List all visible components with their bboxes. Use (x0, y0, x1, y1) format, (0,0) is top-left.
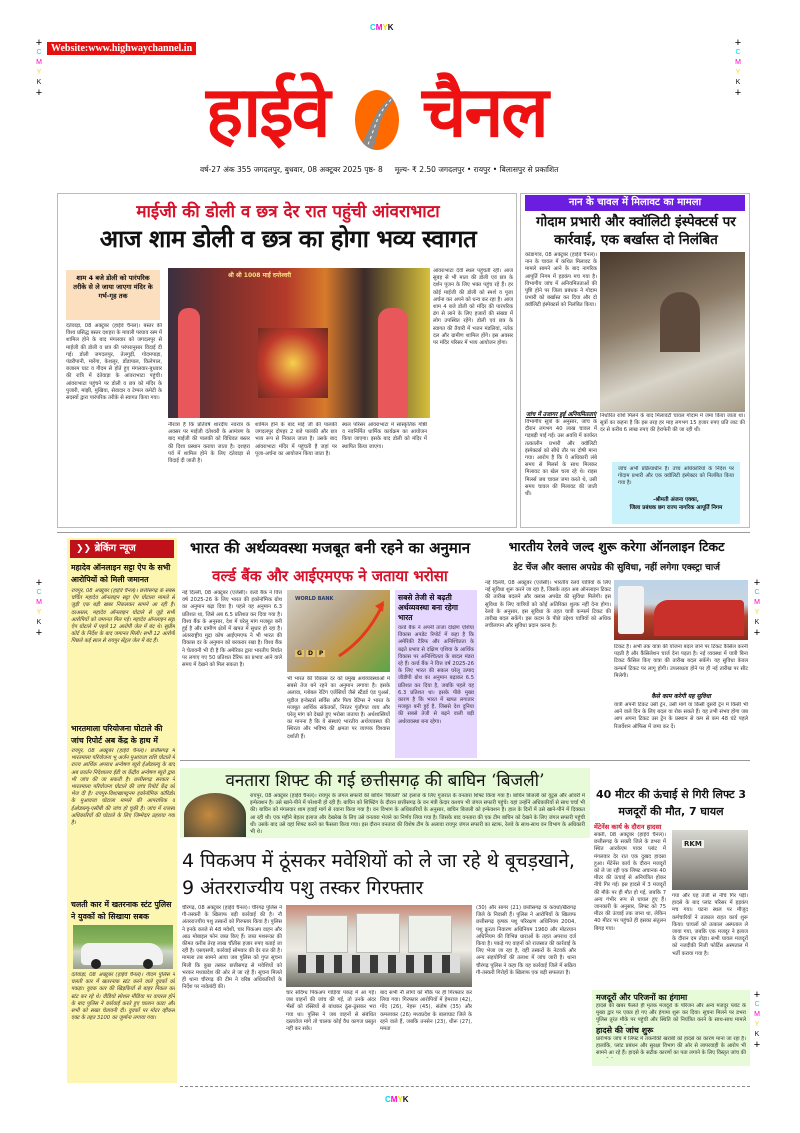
editions: जगदलपुर • रायपुर • बिलासपुर से प्रकाशित (438, 165, 559, 174)
lift-kicker: मेंटेनेंस कार्य के दौरान हादसा (594, 823, 662, 831)
lead-sidebar-heading: शाम 4 बजे डोली को पारंपरिक तरीके से ले जाया जाएगा मंदिर के गर्भ-गृह तक (73, 274, 153, 300)
mark-k: K (754, 1031, 760, 1038)
mark-m: M (36, 59, 42, 66)
crosshair-icon: + (35, 627, 43, 639)
cmyk-y: Y (382, 23, 388, 32)
quote-title: जिला प्रबंधक छग राज्य नागरिक आपूर्ति निगम (629, 505, 723, 511)
priest-figure-2 (378, 308, 408, 418)
gdp-blocks (295, 650, 325, 657)
website-url-badge[interactable]: Website:www.highwaychannel.in (47, 42, 196, 55)
tigress-photo (184, 793, 246, 837)
gdp-block-d: D (307, 650, 313, 657)
economy-col1-text: नई दिल्ली, 08 अक्टूबर (एजेंसी)। वर्ल्ड बैंक ने वित्त वर्ष 2025-26 के लिए भारत की इकोनॉमिक ग्रोथ का अनुमान बढ़ा दिया है। पहले यह अनुमान 6.3 प्रतिशत था, जिसे अब 6.5 प्रतिशत कर दिया गया है। विश्व बैंक के अनुसार, देश में घरेलू मांग मजबूत बनी हुई है और ग्रामीण क्षेत्रों में खपत में सुधार हो रहा है। अंतरराष्ट्रीय मुद्रा कोष आईएमएफ ने भी भारत की विकास दर के अनुमान को बरकरार रखा है। विश्व बैंक ने चेतावनी भी दी है कि अमेरिका द्वारा भारतीय निर्यात पर लगाए गए 50 प्रतिशत टैरिफ का प्रभाव आने वाले समय में देखने को मिल सकता है। (182, 590, 282, 669)
breaking-item-2-headline[interactable]: भारतमाला परियोजना घोटाले की जांच रिपोर्ट अब केंद्र के हाथ में (71, 724, 163, 745)
godown-headline[interactable]: गोदाम प्रभारी और क्वॉलिटी इंस्पेक्टर्स पर कार्रवाई, एक बर्खास्त दो निलंबित (536, 214, 736, 248)
economy-sidebox-text: वर्ल्ड बैंक ने अपनी ताजा दक्षिण एशिया विकास अपडेट रिपोर्ट में कहा है कि अमेरिकी टैरिफ और अनिश्चितता के बढ़ते प्रभाव से दक्षिण एशिया के आर्थिक विकास पर अनिश्चितता के बादल मंडरा रहे हैं। वर्ल्ड बैंक ने वित्त वर्ष 2025-26 के लिए भारत की सकल घरेलू उत्पाद जीडीपी ग्रोथ का अनुमान बढ़ाकर 6.5 प्रतिशत कर दिया है, जबकि पहले यह 6.3 प्रतिशत था। इसके पीछे मुख्य कारण है कि भारत में खपत लगातार मजबूत बनी हुई है, जिससे देश दुनिया की सबसे तेजी से बढ़ने वाली बड़ी अर्थव्यवस्था बना रहेगा। (398, 625, 474, 725)
double-chevron-icon: ❯❯ (76, 544, 92, 554)
cattle-headline[interactable]: 4 पिकअप में ठूंसकर मवेशियों को ले जा रहे थे बूचड़खाने, 9 अंतरराज्यीय पशु तस्कर गिरफ्तार (182, 850, 575, 899)
crosshair-icon: + (734, 37, 742, 49)
lead-sidebar-heading-box (66, 270, 160, 320)
registration-mark-right-bottom (752, 990, 762, 1050)
cmyk-mark-top (370, 23, 394, 32)
dateline (200, 165, 558, 175)
cmyk-mark-bottom (385, 1095, 409, 1104)
mark-c: C (36, 49, 42, 56)
arrested-row (298, 955, 460, 973)
crosshair-icon: + (734, 87, 742, 99)
car-wheel (91, 959, 101, 969)
mark-y: Y (735, 69, 741, 76)
economy-col2-text: भी भारत की विकास दर को प्रमुख अर्थव्यवस्थाओं में सबसे तेज बने रहने का अनुमान लगाया है। इसके अलावा, ग्लोबल रेटिंग एजेंसियों जैसे स्टैंडर्ड एंड पुअर्स, मूडीज इन्वेस्टर्स सर्विस और फिच रेटिंग्स ने भारत के मजबूत आर्थिक संकेतकों, निरंतर पूंजीगत व्यय और घरेलू मांग को देखते हुए भरोसा जताया है। अर्थशास्त्रियों का मानना है कि ये संस्थाएं भारतीय अर्थव्यवस्था की स्थिरता और भविष्य की क्षमता पर व्यापक विश्वास दर्शाती हैं। (287, 676, 390, 740)
godown-banner: नान के चावल में मिलावट का मामला (525, 195, 745, 211)
photo-banner-text: श्री श्री 1008 माईं दन्तेश्वरी (228, 272, 292, 279)
masthead-left: हाईवे (206, 71, 329, 153)
tigress-text: रायपुर, 08 अक्टूबर (हाईवे चैनल)। रायपुर के जंगल सफारी की बाघिन 'बिजली' को इलाज के लिए गुजरात के वनतारा शिफ्ट किया गया है। बाघिन बिजली को यूट्रस और ओवरी में इन्फेक्शन है। उसे खाने-पीने में परेशानी हो रही है। बाघिन को शिफ्टिंग के दौरान छत्तीसगढ़ के वन मंत्री केदार कश्यप भी जंगल सफारी पहुंचे। यहां उन्होंने अधिकारियों से साथ चर्चा भी की। बाघिन को मंगलवार शाम हवाई मार्ग से रवाना किया गया है। वन विभाग के अधिकारियों के अनुसार, बाघिन बिजली को इन्फेक्शन है। हाल के दिनों में उसे खाने-पीने में दिक्कत आ रही थी। एक महीने बेहतर इलाज और देखरेख के लिए उसे वनतारा भेजने का निर्णय लिया गया है। जिसके बाद वनतारा की एक टीम बाघिन को देखने के लिए जंगल सफारी पहुंची थी। उसके बाद उसे वहां शिफ्ट करने का फैसला किया गया। इस दौरान वनतारा की विशेष टीम के अलावा रायपुर जंगल सफारी का स्टाफ, रेलवे के साथ-साथ वन विभाग के अधिकारी भी थे। (250, 793, 585, 836)
breaking-item-3-text: दंतेवाड़ा, 08 अक्टूबर (हाईवे चैनल)। गीदम पुलिस ने चलती कार में खतरनाक स्टंट करने वाले युवकों को पकड़ा। युवक कार की खिड़कियों से बाहर निकल कर स्टंट कर रहे थे। वीडियो सोशल मीडिया पर वायरल होने के बाद पुलिस ने कार्रवाई करते हुए चालान काटा और सभी को सख्त चेतावनी दी। युवकों पर मोटर व्हीकल एक्ट के तहत 3100 का जुर्माना लगाया गया। (71, 972, 175, 1022)
mark-k: K (735, 79, 741, 86)
section-divider (180, 760, 750, 761)
mark-m: M (735, 59, 741, 66)
lift-subtext-1: हादसे की खबर फैलते ही मृतक मजदूरों के परिजन और अन्य मजदूर प्लांट के मुख्य द्वार पर एकत्र हो गए और हंगामा शुरू कर दिया। सूचना मिलने पर डभरा पुलिस तुरंत मौके पर पहुंची और स्थिति को नियंत्रित करने के साथ-साथ मामले (596, 1003, 746, 1024)
mark-c: C (735, 49, 741, 56)
cattle-col3-text: बाद सभी नौ लोगों को मौके पर ही गिरफ्तार कर लिया गया। गिरफ्तार आरोपियों में हेमराज (42), गोंद (26), नेहरू (45), संतोष (35) और कमलाकर (26) मध्यप्रदेश के बालाघाट जिले के रहने वाले हैं, जबकि तनसेन (23), धीरू (27), ममता (380, 990, 472, 1033)
car-wheel (143, 959, 153, 969)
lead-photo (168, 268, 430, 418)
crosshair-icon: + (753, 1039, 761, 1051)
lead-kicker[interactable]: माईजी की डोली व छत्र देर रात पहुंची आंवराभाटा (136, 202, 440, 222)
lift-subhead-2: हादसे की जांच शुरू (596, 1026, 654, 1035)
lead-col4-text: स्थल परिसर आंवराभाटा में सांस्कृतिक गोष्ठी व नवनिर्मित धार्मिक कार्यक्रम का आयोजन किया जाएगा। इसके बाद डोली को मंदिर में स्थापित किया जाएगा। (342, 422, 427, 450)
lead-col2-text: नौरात्रा है कि प्रतिवर्ष शारदीय नवरात्र के अवसर पर माईजी दंतेश्वरी के आमंत्रण के बाद माईजी की पालकी को विधिवत बस्तर की दिशा प्रस्थान कराया जाता है। दशहरा पर्व में शामिल होने के लिए दंतेवाड़ा से विदाई दी जाती है। (168, 422, 250, 465)
breaking-news-label-text: ब्रेकिंग न्यूज (94, 543, 136, 554)
mark-m: M (754, 1011, 760, 1018)
lift-subtext-2: प्रारंभिक जांच में लिफ्ट में तकनीकी खराबी को हादसे का कारण माना जा रहा है। हालांकि, प्लांट प्रबंधन और सुरक्षा विभाग की ओर से लापरवाही के आरोप भी सामने आ रहे हैं। हादसे के सटीक कारणों का पता लगाने के लिए विस्तृत जांच की (596, 1036, 746, 1057)
mark-m: M (754, 599, 760, 606)
crosshair-icon: + (753, 627, 761, 639)
godown-col1-text-2: विभागीय सूत्रों के अनुसार, जांच के दौरान लगभग 40 लाख चावल में गड़बड़ी पाई गई। उस अवधि में कार्यरत तत्कालीन प्रभारी और क्वॉलिटी इंस्पेक्टर्स को सीधे तौर पर दोषी माना गया। आरोप है कि ये अधिकारी लंबे समय से मिलर्स के साथ मिलकर मिलावट का खेल चला रहे थे। राइस मिलर्स जब चावल जमा करते थे, उसी समय चावल की मिलावट की जाती थी। (525, 419, 597, 498)
train-engine (654, 600, 744, 636)
cattle-col1-text: चौरंगढ़, 08 अक्टूबर (हाईवे चैनल)। चौरंगढ़ पुलिस ने गौ-तस्करी के खिलाफ बड़ी कार्रवाई की है। नौ अंतरराज्यीय पशु तस्करों को गिरफ्तार किया है। पुलिस ने इनके कब्जे से 48 मवेशी, चार पिकअप वाहन और आठ मोबाइल फोन जब्त किए हैं। जब्त मशरूका की कीमत करीब तेरह लाख चौंतीस हजार रुपए बताई जा रही है। एसएसपी, कार्रवाई सोमवार की देर रात की है। मामला तब सामने आया जब पुलिस को गुप्त सूचना मिली कि कुछ तस्कर छत्तीसगढ़ से मवेशियों को भरकर मध्यप्रदेश की ओर ले जा रहे हैं। सूचना मिलते ही थाना चौरंगढ़ की टीम ने वरिष्ठ अधिकारियों के निर्देश पर नाकेबंदी की। (182, 905, 282, 991)
road-circle-icon (355, 90, 399, 150)
railway-headline[interactable]: भारतीय रेलवे जल्द शुरू करेगा ऑनलाइन टिकट (508, 539, 725, 554)
breaking-news-label (70, 540, 174, 558)
world-bank-label: WORLD BANK (295, 596, 334, 602)
mark-k: K (36, 79, 42, 86)
cmyk-m: M (375, 23, 383, 32)
cattle-col2-text: चार संदिग्ध पिकअप गाड़ियां पकड़ में आ गईं। जब वाहनों की जांच की गई, तो उनके अंदर भैंसों को रस्सियों से बांधकर ठूंस-ठूंसकर भरा गया था। पुलिस ने जब वाहनों से संबंधित दस्तावेज मांगे तो चालक कोई वैध कागज प्रस्तुत नहीं कर सके। (286, 990, 376, 1033)
deity-palanquin (258, 328, 328, 398)
lift-sidebar-box (592, 990, 750, 1066)
railway-col1-text: नई दिल्ली, 08 अक्टूबर (एजेंसी)। भारतीय रेलवे यात्रियों के लिए नई सुविधा शुरू करने जा रहा है, जिसके तहत अब ऑनलाइन टिकट की तारीख बदलने और क्लास अपग्रेड की सुविधा मिलेगी। इस सुविधा के लिए यात्रियों को कोई अतिरिक्त शुल्क नहीं देना होगा। रेलवे के अनुसार, इस सुविधा के तहत यात्री कन्फर्म टिकट की तारीख बदल सकेंगे। इस कदम के पीछे उद्देश्य यात्रियों को अधिक लचीलापन और सुविधा प्रदान करना है। (485, 580, 611, 630)
pickup-truck-1 (306, 915, 348, 953)
economy-sidebox-heading: सबसे तेजी से बढ़ती अर्थव्यवस्था बना रहेगा भारत (398, 593, 458, 622)
dateline-text: वर्ष-27 अंक 355 जगदलपुर, बुधवार, 08 अक्टूबर 2025 पृष्ठ- 8 (200, 165, 383, 174)
train-photo (614, 580, 748, 640)
economy-sidebox (395, 590, 477, 758)
lift-plant-photo (672, 830, 748, 890)
mark-k: K (36, 619, 42, 626)
cmyk-c: C (385, 1095, 391, 1104)
crosshair-icon: + (35, 87, 43, 99)
godown-col1-text: कोंडागांव, 08 अक्टूबर (हाईवे चैनल)। नान के चावल में कथित मिलावट के मामले सामने आने के बाद नागरिक आपूर्ति निगम में हड़कंप मच गया है। विभागीय जांच में अनियमितताओं की पुष्टि होने पर जिला प्रबंधक ने गोदाम प्रभारी को बर्खास्त कर दिया और दो क्वॉलिटी इंस्पेक्टर्स को निलंबित किया। (525, 252, 597, 309)
quote-text: जांच अभी प्रक्रियाधीन है। उच्च अधिकारियों के निर्देश पर गोदाम प्रभारी और एक क्वॉलिटी इंस्पेक्टर को निलंबित किया गया है। (618, 466, 734, 487)
mark-c: C (754, 1001, 760, 1008)
registration-mark-left-top (34, 38, 44, 98)
lead-headline[interactable]: आज शाम डोली व छत्र का होगा भव्य स्वागत (99, 225, 477, 253)
mark-y: Y (754, 1021, 760, 1028)
crosshair-icon: + (753, 577, 761, 589)
mark-c: C (36, 589, 42, 596)
godown-subhead: जांच में उजागर हुई अनियमितताएं (525, 412, 597, 418)
lift-col1-text: सक्ती, 08 अक्टूबर (हाईवे चैनल)। छत्तीसगढ़ के सक्ती जिले के डभरा में स्थित आरकेएम पावर प्लांट में मंगलवार देर रात एक दुखद हादसा हुआ। मेंटेनेंस कार्य के दौरान मजदूरों को ले जा रही एक लिफ्ट अचानक 40 मीटर की ऊंचाई से अनियंत्रित होकर नीचे गिर गई। इस हादसे में 3 मजदूरों की मौके पर ही मौत हो गई, जबकि 7 अन्य गंभीर रूप से घायल हुए हैं। जानकारी के अनुसार, लिफ्ट को 75 मीटर की ऊंचाई तक जाना था, लेकिन 40 मीटर पर पहुंचते ही इसका संतुलन बिगड़ गया। (594, 832, 666, 932)
economy-subheadline[interactable]: वर्ल्ड बैंक और आईएमएफ ने जताया भरोसा (212, 567, 448, 585)
masthead-right: चैनल (422, 71, 547, 153)
pickup-truck-2 (356, 913, 400, 953)
stunt-car-photo (73, 925, 173, 969)
bottom-dashed-rule (180, 1086, 750, 1087)
quote-author: -श्रीमती अंजना एक्का, (653, 497, 699, 503)
registration-mark-left-mid (34, 578, 44, 638)
fold-divider (57, 532, 750, 533)
breaking-item-1-headline[interactable]: महादेव ऑनलाइन सट्टा ऐप के सभी आरोपियों को मिली जमानत (71, 563, 171, 584)
lift-headline[interactable]: 40 मीटर की ऊंचाई से गिरी लिफ्ट 3 मजदूरों की मौत, 7 घायल (595, 788, 747, 818)
mark-y: Y (36, 69, 42, 76)
mark-y: Y (754, 609, 760, 616)
lead-col3-text: शामिल होने के बाद माई जी की पालकी जगदलपुर दोपहर 2 बजे पालकी और छत्र भव्य रूप से निकाल जाता है। उसके बाद आंवराभाटा मंदिर में पहुंचती है जहां पर पूजा-अर्चना का आयोजन किया जाता है। (255, 422, 337, 457)
mark-k: K (754, 619, 760, 626)
officer-figure (660, 292, 700, 352)
mark-m: M (36, 599, 42, 606)
mark-y: Y (36, 609, 42, 616)
price: मूल्य- ₹ 2.50 (394, 165, 436, 174)
crosshair-icon: + (35, 577, 43, 589)
breaking-item-3-headline[interactable]: चलती कार में खतरनाक स्टंट पुलिस ने युवकों को सिखाया सबक (71, 900, 172, 921)
mark-c: C (754, 589, 760, 596)
gdp-block-p: P (318, 650, 324, 657)
godown-quote-box (612, 462, 740, 524)
godown-photo (600, 252, 745, 412)
breaking-item-1-text: रायपुर, 08 अक्टूबर (हाईवे चैनल)। छत्तीसगढ़ के सबसे चर्चित महादेव ऑनलाइन सट्टा ऐप घोटाला मामले से जुड़ी एक बड़ी खबर निकलकर सामने आ रही है। दरअसल, महादेव ऑनलाइन घोटाले से जुड़े सभी आरोपियों को जमानत मिल गई। महादेव ऑनलाइन सट्टा ऐप घोटाले में पहले 12 आरोपी जेल में बंद थे। सुप्रीम कोर्ट के निर्देश के बाद जमानत मिली। सभी 12 आरोपी पिछले कई साल से रायपुर सेंट्रल जेल में बंद हैं। (71, 588, 175, 645)
registration-mark-right-mid (752, 578, 762, 638)
railway-subheadline[interactable]: डेट चेंज और क्लास अपग्रेड की सुविधा, नहीं लगेगा एक्स्ट्रा चार्ज (513, 563, 720, 573)
cattle-arrest-photo (286, 905, 472, 987)
railway-subhead: कैसे काम करेगी यह सुविधा (651, 693, 711, 700)
pickup-truck-3 (408, 915, 452, 953)
registration-mark-right (733, 38, 743, 98)
cmyk-y: Y (397, 1095, 403, 1104)
lift-subhead-1: मजदूरों और परिजनों का हंगामा (596, 993, 688, 1002)
lead-col1-text: दंतेवाड़ा, 08 अक्टूबर (हाईवे चैनल)। बस्तर की विश्व प्रसिद्ध बस्तर दशहरा के मावली परघाव रस्म में शामिल होने के बाद मंगलवार को जगदलपुर से माईजी की डोली व छत्र की परंपरानुसार विदाई दी गई। डोली जगदलपुर, तेलगुड़ी, गोदमपाड़ा, पंडरीपानी, मारेंगा, केशलूर, डोंडापाल, किलेपाल, बजारम घाट व गीदम से होते हुए मंगलवार-बुधवार की रात्रि में दंतेवाड़ा के आंवराभाटा पहुंची। आंवराभाटा पहुंचने पर डोली व छत्र को मंदिर के पुजारी, मांझी, मुखिया, सेवादार व टेम्पल कमेटी के सदस्यों द्वारा पारंपरिक तरीके से स्वागत किया गया। (66, 323, 162, 402)
cmyk-k: K (402, 1095, 409, 1104)
rkm-sign: RKM (684, 840, 702, 848)
lead-col5-text: आंवराभाटा देवी स्थल पहुंचती रही। आज सुबह से भी माता की डोली एवं छत्र के दर्शन पूजन के लिए भक्त पहुंच रहे हैं। हर कोई माईजी की डोली को स्पर्श व पूजा अर्चना कर अपने को धन्य कर रहा है। आज शाम 4 बजे डोली को मंदिर की पारंपरिक ढंग से लाने के लिए हजारों की संख्या में लोग उपस्थित रहेंगे। डोली एवं छत्र के स्वागत की तैयारी में भजन मंडलियां, नर्तक दल और ग्रामीण शामिल होंगे। इस अवसर पर मंदिर परिसर में भव्य आयोजन होगा। (433, 268, 513, 347)
tigress-headline[interactable]: वनतारा शिफ्ट की गई छत्तीसगढ़ की बाघिन ‘बिजली’ (225, 771, 545, 791)
road-graphic (355, 90, 399, 150)
railway-col2-text-2: यात्री अपनी टिकट उसी ट्रेन, उसी मार्ग या किसी दूसरी ट्रेन में किसी भी आने वाले दिन के लिए बदल या रोक सकते हैं। यह तभी संभव होगा जब आप अपना टिकट उस ट्रेन के प्रस्थान से कम से कम 48 घंटे पहले रिजर्वेशन ऑफिस में जमा कर दें। (614, 702, 748, 730)
railway-col2-text: टिकट है। अभी तक यात्रा की योजना बदल जाने पर टिकट कैंसिल करनी पड़ती है और कैंसिलेशन चार्ज देना पड़ता है। नई व्यवस्था में यात्री बिना टिकट कैंसिल किए यात्रा की तारीख बदल सकेंगे। यह सुविधा केवल कन्फर्म टिकट पर लागू होगी। उपलब्धता होने पर ही नई तारीख पर सीट मिलेगी। (614, 644, 748, 679)
cmyk-c: C (370, 23, 376, 32)
cmyk-m: M (390, 1095, 398, 1104)
priest-figure-1 (178, 308, 200, 418)
economy-photo (287, 590, 390, 672)
cmyk-k: K (387, 23, 394, 32)
lift-col2-text: गया और यह तेजी से नीचे गिर पड़ी। हादसे के बाद प्लांट परिसर में हड़कंप मच गया। घटना स्थल पर मौजूद कर्मचारियों ने तत्काल राहत कार्य शुरू किया। घायलों को तत्काल अस्पताल ले जाया गया, जबकि एक मजदूर ने इलाज के दौरान दम तोड़ा। सभी घायल मजदूरों को नजदीकी निजी फोर्टिस अस्पताल में भर्ती कराया गया है। (672, 893, 748, 957)
growth-arrow-icon (337, 598, 387, 658)
gdp-block-g: G (297, 650, 302, 657)
godown-col2-text: निर्धारित राशि मिलने के बाद मिलावटी चावल गोदाम में जमा किया जाता था। सूत्रों का कहना है कि इस तरह हर माह लगभग 15 हजार रुपए प्रति लाट की दर से करीब 6 लाख रुपए की हेराफेरी की जा रही थी। (600, 413, 745, 434)
crosshair-icon: + (35, 37, 43, 49)
crosshair-icon: + (753, 989, 761, 1001)
phone-mockup (618, 586, 644, 634)
economy-headline[interactable]: भारत की अर्थव्यवस्था मजबूत बनी रहने का अनुमान (189, 539, 471, 557)
cattle-col4-text: (30) और सागर (21) छत्तीसगढ़ के कवर्धा/खैरागढ़ जिले के निवासी हैं। पुलिस ने आरोपियों के खिलाफ छत्तीसगढ़ कृषक पशु परिरक्षण अधिनियम 2004, पशु क्रूरता निवारण अधिनियम 1960 और मोटरयान अधिनियम की विभिन्न धाराओं के तहत अपराध दर्ज किया है। पकड़े गए वाहनों को राजसात की कार्रवाई के लिए भेजा जा रहा है, वहीं तस्करों के नेटवर्क और अन्य सहयोगियों की तलाश में जांच जारी है। थाना चौरंगढ़ पुलिस ने कहा कि यह कार्रवाई जिले में सक्रिय गौ-तस्करी गिरोहों के खिलाफ एक बड़ी सफलता है। (476, 905, 576, 976)
breaking-item-2-text: रायपुर, 08 अक्टूबर (हाईवे चैनल)। छत्तीसगढ़ में भारतमाला परियोजना भू अर्जन मुआवजा राशि घोटाले में राज्य आर्थिक अपराध अन्वेषण ब्यूरो ईओडब्ल्यू के बाद अब प्रवर्तन निदेशालय ईडी या केंद्रीय अन्वेषण ब्यूरो द्वारा भी जांच की जा सकती है। छत्तीसगढ़ सरकार ने भारतमाला परियोजना घोटाले की जांच रिपोर्ट केंद्र को भेज दी है। रायपुर-विशाखापट्टनम इकोनॉमिक कॉरिडोर के मुआवजा घोटाला मामले की आपराधिक व ईओडब्ल्यू-एसीबी की जांच हो चुकी है। जांच में राजस्व अधिकारियों की घोटाले के लिए जिम्मेदार ठहराया गया है। (71, 748, 175, 827)
